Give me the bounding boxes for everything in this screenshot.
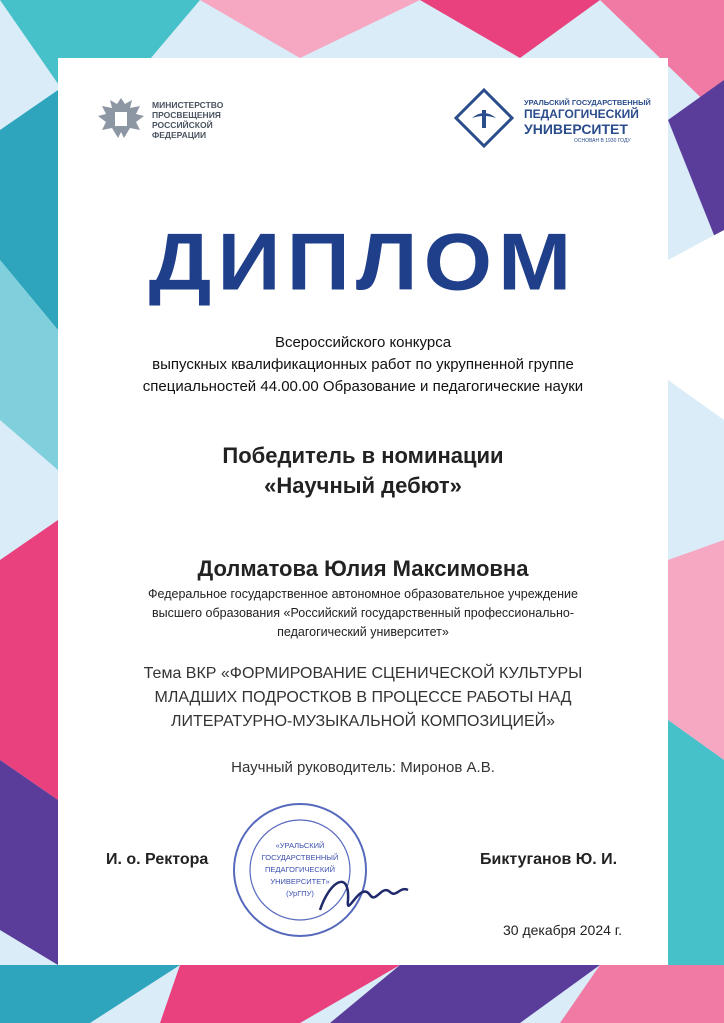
ministry-logo — [94, 92, 244, 148]
university-line1: УРАЛЬСКИЙ ГОСУДАРСТВЕННЫЙ — [524, 98, 651, 107]
seal-line: ГОСУДАРСТВЕННЫЙ — [261, 853, 339, 862]
topic-line: МЛАДШИХ ПОДРОСТКОВ В ПРОЦЕССЕ РАБОТЫ НАД — [154, 689, 572, 706]
university-line3: УНИВЕРСИТЕТ — [524, 121, 628, 137]
institution-line: высшего образования «Российский государственный профессионально- — [151, 606, 575, 620]
diploma-title: ДИПЛОМ — [148, 216, 578, 308]
university-seal-icon — [230, 800, 410, 940]
university-founded: ОСНОВАН В 1930 ГОДУ — [574, 138, 631, 144]
topic-line: ЛИТЕРАТУРНО-МУЗЫКАЛЬНОЙ КОМПОЗИЦИЕЙ» — [170, 713, 556, 730]
contest-line: Всероссийского конкурса — [274, 334, 452, 351]
university-diamond-icon — [454, 88, 514, 148]
nomination-line: Победитель в номинации — [222, 443, 504, 468]
nomination — [58, 441, 668, 501]
seal-line: ПЕДАГОГИЧЕСКИЙ — [265, 865, 335, 874]
institution-line: Федеральное государственное автономное образовательное учреждение — [148, 587, 578, 601]
seal-line: (УрГПУ) — [286, 889, 314, 898]
institution-line: педагогический университет» — [277, 625, 449, 639]
contest-description — [58, 332, 668, 398]
seal-line: УНИВЕРСИТЕТ» — [270, 877, 330, 886]
supervisor: Научный руководитель: Миронов А.В. — [231, 759, 495, 776]
recipient-institution — [58, 585, 668, 642]
rector-title: И. о. Ректора — [106, 851, 209, 868]
thesis-topic — [58, 662, 668, 734]
signer-name: Биктуганов Ю. И. — [480, 851, 618, 868]
nomination-line: «Научный дебют» — [264, 473, 462, 498]
eagle-emblem-icon — [94, 92, 148, 146]
contest-line: специальностей 44.00.00 Образование и педагогические науки — [142, 378, 584, 395]
contest-line: выпускных квалификационных работ по укрупненной группе — [152, 356, 574, 373]
topic-line: Тема ВКР «ФОРМИРОВАНИЕ СЦЕНИЧЕСКОЙ КУЛЬТУРЫ — [143, 665, 583, 682]
diploma-sheet — [58, 58, 668, 965]
seal-line: «УРАЛЬСКИЙ — [275, 841, 325, 850]
university-logo — [454, 88, 654, 148]
university-line2: ПЕДАГОГИЧЕСКИЙ — [524, 107, 639, 121]
ministry-name: МИНИСТЕРСТВО ПРОСВЕЩЕНИЯ РОССИЙСКОЙ ФЕДЕРАЦИИ — [152, 100, 224, 140]
issue-date: 30 декабря 2024 г. — [503, 922, 623, 938]
recipient-name: Долматова Юлия Максимовна — [197, 556, 529, 581]
